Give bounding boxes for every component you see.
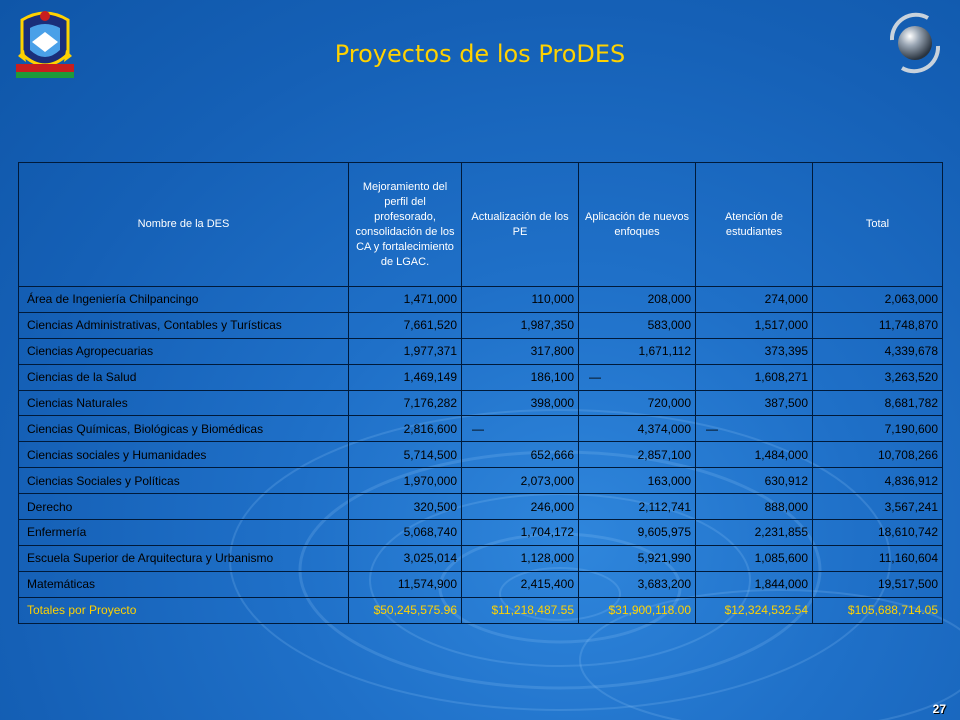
amount-cell: 186,100 (462, 364, 579, 390)
amount-cell: 274,000 (696, 287, 813, 313)
des-name-cell: Ciencias sociales y Humanidades (19, 442, 349, 468)
header-cell: Aplicación de nuevos enfoques (579, 163, 696, 287)
table-header-row (19, 163, 943, 287)
des-name-cell: Ciencias Naturales (19, 390, 349, 416)
amount-cell: 1,844,000 (696, 571, 813, 597)
amount-cell: 1,671,112 (579, 338, 696, 364)
amount-cell: 208,000 (579, 287, 696, 313)
amount-cell: $50,245,575.96 (349, 597, 462, 623)
amount-cell: 5,714,500 (349, 442, 462, 468)
amount-cell: 2,816,600 (349, 416, 462, 442)
amount-cell: 110,000 (462, 287, 579, 313)
amount-cell: 387,500 (696, 390, 813, 416)
projects-table (18, 162, 943, 624)
amount-cell: 7,176,282 (349, 390, 462, 416)
amount-cell: — (462, 416, 579, 442)
amount-cell: 163,000 (579, 468, 696, 494)
des-name-cell: Ciencias Administrativas, Contables y Turísticas (19, 312, 349, 338)
amount-cell: 7,661,520 (349, 312, 462, 338)
amount-cell: 317,800 (462, 338, 579, 364)
amount-cell: 5,068,740 (349, 520, 462, 546)
amount-cell: $11,218,487.55 (462, 597, 579, 623)
table-row (19, 416, 943, 442)
amount-cell: 2,112,741 (579, 494, 696, 520)
amount-cell: 1,608,271 (696, 364, 813, 390)
amount-cell: 1,469,149 (349, 364, 462, 390)
amount-cell: 18,610,742 (813, 520, 943, 546)
amount-cell: 652,666 (462, 442, 579, 468)
amount-cell: 888,000 (696, 494, 813, 520)
des-name-cell: Área de Ingeniería Chilpancingo (19, 287, 349, 313)
amount-cell: 320,500 (349, 494, 462, 520)
amount-cell: 373,395 (696, 338, 813, 364)
amount-cell: 2,857,100 (579, 442, 696, 468)
amount-cell: 1,085,600 (696, 545, 813, 571)
amount-cell: 1,987,350 (462, 312, 579, 338)
amount-cell: 8,681,782 (813, 390, 943, 416)
amount-cell: 1,704,172 (462, 520, 579, 546)
amount-cell: 4,836,912 (813, 468, 943, 494)
amount-cell: 5,921,990 (579, 545, 696, 571)
des-name-cell: Totales por Proyecto (19, 597, 349, 623)
amount-cell: 1,128,000 (462, 545, 579, 571)
header-cell: Total (813, 163, 943, 287)
amount-cell: 1,977,371 (349, 338, 462, 364)
amount-cell: 3,025,014 (349, 545, 462, 571)
des-name-cell: Ciencias Químicas, Biológicas y Biomédicas (19, 416, 349, 442)
des-name-cell: Escuela Superior de Arquitectura y Urbanismo (19, 545, 349, 571)
table-row (19, 364, 943, 390)
amount-cell: 2,415,400 (462, 571, 579, 597)
header-cell: Actualización de los PE (462, 163, 579, 287)
amount-cell: — (696, 416, 813, 442)
des-name-cell: Ciencias de la Salud (19, 364, 349, 390)
table-row (19, 571, 943, 597)
table-row (19, 312, 943, 338)
amount-cell: 10,708,266 (813, 442, 943, 468)
amount-cell: 7,190,600 (813, 416, 943, 442)
amount-cell: 1,970,000 (349, 468, 462, 494)
table-row (19, 520, 943, 546)
amount-cell: 11,574,900 (349, 571, 462, 597)
amount-cell: 1,517,000 (696, 312, 813, 338)
page-number: 27 (932, 702, 946, 716)
amount-cell: 1,484,000 (696, 442, 813, 468)
page-title: Proyectos de los ProDES (334, 40, 626, 68)
des-name-cell: Enfermería (19, 520, 349, 546)
table-row (19, 390, 943, 416)
des-name-cell: Matemáticas (19, 571, 349, 597)
amount-cell: $31,900,118.00 (579, 597, 696, 623)
table-row (19, 494, 943, 520)
amount-cell: 246,000 (462, 494, 579, 520)
des-name-cell: Derecho (19, 494, 349, 520)
amount-cell: 1,471,000 (349, 287, 462, 313)
amount-cell: 9,605,975 (579, 520, 696, 546)
totals-row (19, 597, 943, 623)
amount-cell: 4,339,678 (813, 338, 943, 364)
des-name-cell: Ciencias Agropecuarias (19, 338, 349, 364)
des-name-cell: Ciencias Sociales y Políticas (19, 468, 349, 494)
header-cell: Nombre de la DES (19, 163, 349, 287)
table-row (19, 287, 943, 313)
amount-cell: 3,567,241 (813, 494, 943, 520)
table-row (19, 338, 943, 364)
amount-cell: 3,683,200 (579, 571, 696, 597)
amount-cell: 583,000 (579, 312, 696, 338)
amount-cell: 3,263,520 (813, 364, 943, 390)
amount-cell: 398,000 (462, 390, 579, 416)
amount-cell: 4,374,000 (579, 416, 696, 442)
header-cell: Mejoramiento del perfil del profesorado, consolidación de los CA y fortalecimiento de LGAC. (349, 163, 462, 287)
amount-cell: 19,517,500 (813, 571, 943, 597)
header-cell: Atención de estudiantes (696, 163, 813, 287)
amount-cell: 720,000 (579, 390, 696, 416)
amount-cell: 11,160,604 (813, 545, 943, 571)
amount-cell: $12,324,532.54 (696, 597, 813, 623)
table-row (19, 442, 943, 468)
table-row (19, 468, 943, 494)
amount-cell: 630,912 (696, 468, 813, 494)
amount-cell: 11,748,870 (813, 312, 943, 338)
amount-cell: 2,073,000 (462, 468, 579, 494)
amount-cell: 2,063,000 (813, 287, 943, 313)
table-row (19, 545, 943, 571)
amount-cell: $105,688,714.05 (813, 597, 943, 623)
amount-cell: — (579, 364, 696, 390)
amount-cell: 2,231,855 (696, 520, 813, 546)
